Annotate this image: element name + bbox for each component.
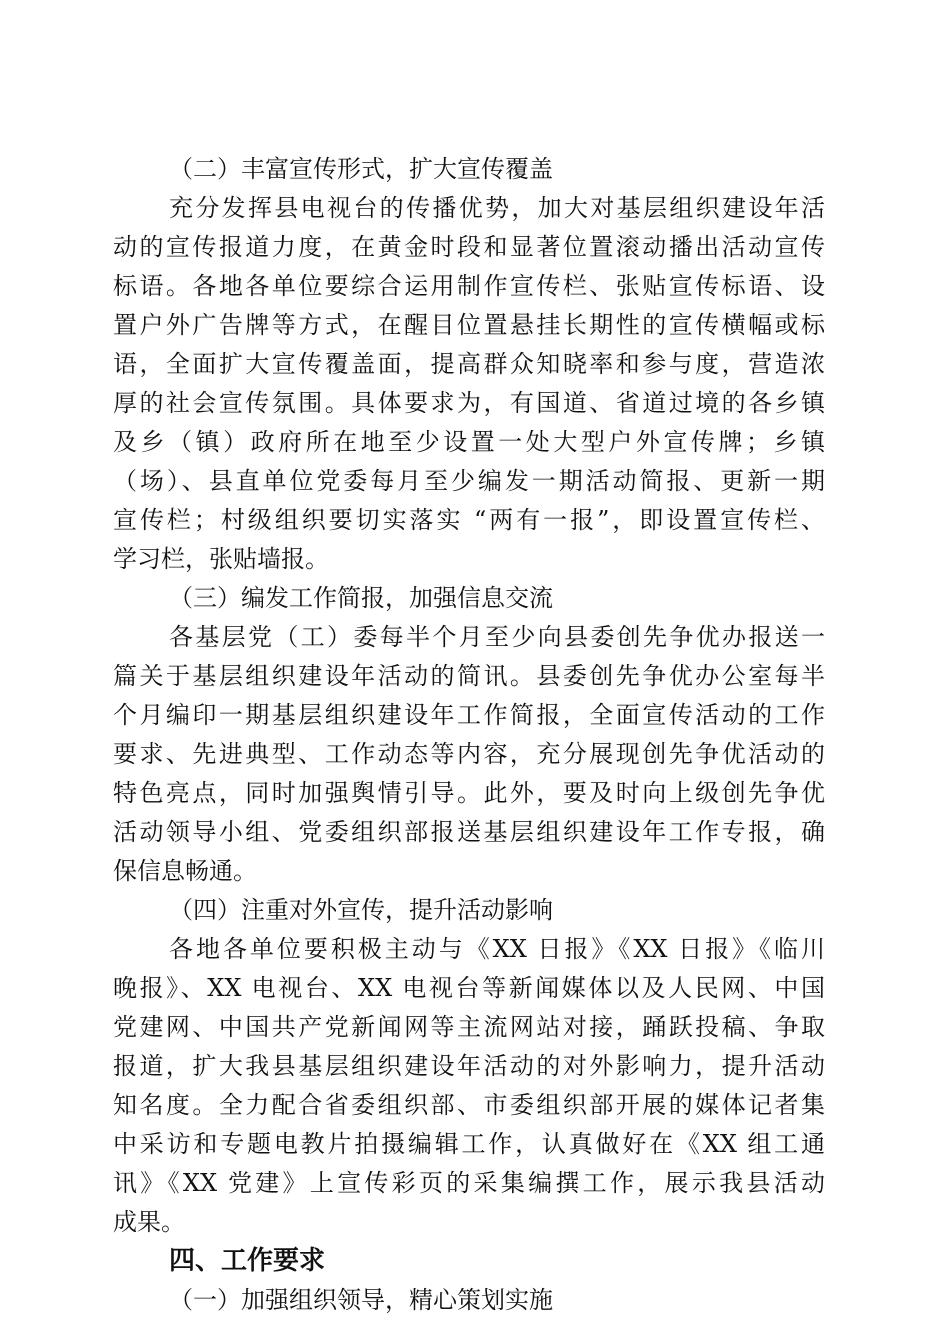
paragraph-line: 特色亮点，同时加强舆情引导。此外，要及时向上级创先争优 [113,779,825,807]
paragraph-line: 动的宣传报道力度，在黄金时段和显著位置滚动播出活动宣传 [113,233,825,261]
paragraph-line: 晚报》、XX 电视台、XX 电视台等新闻媒体以及人民网、中国 [113,974,825,1002]
paragraph-line: 知名度。全力配合省委组织部、市委组织部开展的媒体记者集 [113,1091,825,1119]
subheading-enrich-publicity: （二）丰富宣传形式，扩大宣传覆盖 [169,155,553,183]
subheading-organization-leadership: （一）加强组织领导，精心策划实施 [169,1286,553,1314]
paragraph-line: 中采访和专题电教片拍摄编辑工作，认真做好在《XX 组工通 [113,1130,825,1158]
paragraph-external-publicity [113,930,825,1242]
paragraph-line: 厚的社会宣传氛围。具体要求为，有国道、省道过境的各乡镇 [113,389,825,417]
paragraph-line: 学习栏，张贴墙报。 [113,545,329,573]
document-body [113,150,825,1320]
section-heading-work-requirements: 四、工作要求 [169,1246,326,1276]
subheading-external-publicity: （四）注重对外宣传，提升活动影响 [169,896,553,924]
paragraph-line: （场）、县直单位党委每月至少编发一期活动简报、更新一期 [113,467,825,495]
paragraph-line: 标语。各地各单位要综合运用制作宣传栏、张贴宣传标语、设 [113,272,825,300]
paragraph-line: 保信息畅通。 [113,857,257,885]
paragraph-line: 活动领导小组、党委组织部报送基层组织建设年工作专报，确 [113,818,825,846]
paragraph-line: 各基层党（工）委每半个月至少向县委创先争优办报送一 [169,623,825,651]
paragraph-line: 篇关于基层组织建设年活动的简讯。县委创先争优办公室每半 [113,662,825,690]
paragraph-line: 党建网、中国共产党新闻网等主流网站对接，踊跃投稿、争取 [113,1013,825,1041]
paragraph-line: 宣传栏；村级组织要切实落实 “两有一报”，即设置宣传栏、 [113,506,825,534]
paragraph-line: 充分发挥县电视台的传播优势，加大对基层组织建设年活 [169,194,825,222]
paragraph-line: 讯》《XX 党建》上宣传彩页的采集编撰工作，展示我县活动 [113,1169,825,1197]
subheading-briefing: （三）编发工作简报，加强信息交流 [169,584,553,612]
paragraph-enrich-publicity [113,189,825,579]
paragraph-line: 各地各单位要积极主动与《XX 日报》《XX 日报》《临川 [169,935,825,963]
paragraph-line: 及乡（镇）政府所在地至少设置一处大型户外宣传牌；乡镇 [113,428,825,456]
paragraph-line: 报道，扩大我县基层组织建设年活动的对外影响力，提升活动 [113,1052,825,1080]
paragraph-line: 成果。 [113,1208,185,1236]
paragraph-line: 要求、先进典型、工作动态等内容，充分展现创先争优活动的 [113,740,825,768]
paragraph-line: 语，全面扩大宣传覆盖面，提高群众知晓率和参与度，营造浓 [113,350,825,378]
paragraph-line: 置户外广告牌等方式，在醒目位置悬挂长期性的宣传横幅或标 [113,311,825,339]
paragraph-briefing [113,618,825,891]
paragraph-line: 个月编印一期基层组织建设年工作简报，全面宣传活动的工作 [113,701,825,729]
